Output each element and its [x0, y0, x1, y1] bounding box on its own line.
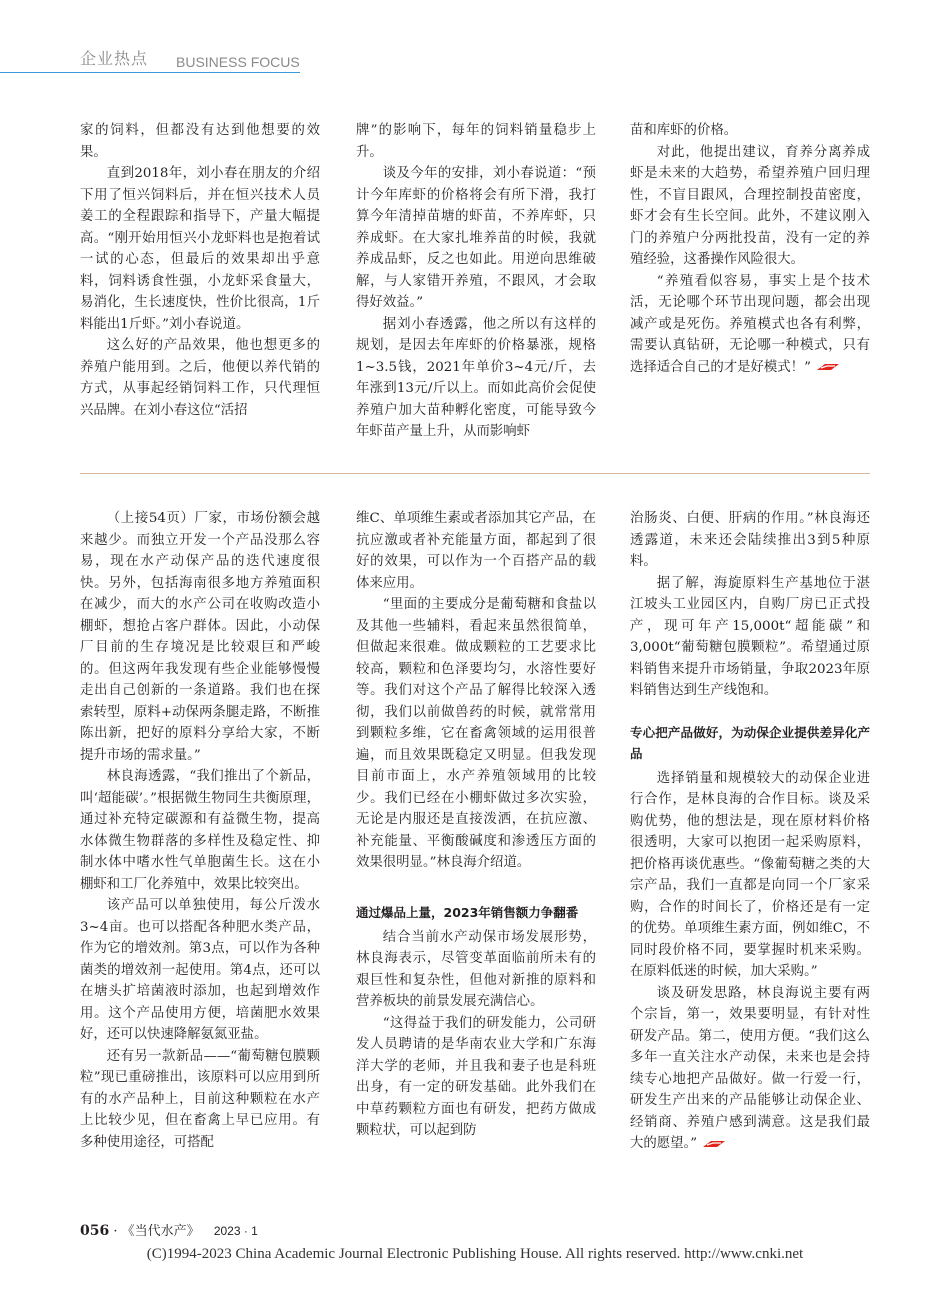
header-section-en: BUSINESS FOCUS [176, 54, 300, 70]
paragraph: 这么好的产品效果，他也想更多的养殖户能用到。之后，他便以养代销的方式，从事起经销饲料工作，只代理恒兴品牌。在刘小春这位“活招 [80, 338, 320, 418]
paragraph: 苗和库虾的价格。 [630, 123, 738, 138]
paragraph: 林良海透露，“我们推出了个新品，叫‘超能碳’。”根据微生物同生共衡原理，通过补充特定碳源和有益微生物，提高水体微生物群落的多样性及稳定性、抑制水体中嗜水性气单胞菌生长。这在小棚虾和工厂化养殖中，效果比较突出。 [80, 769, 320, 892]
top-column-1 [80, 120, 320, 421]
paragraph: 还有另一款新品——“葡萄糖包膜颗粒”现已重磅推出，该原料可以应用到所有的水产品种上，目前这种颗粒在水产上比较少见，但在畜禽上早已应用。有多种使用途径，可搭配 [80, 1048, 320, 1150]
issue-number: 2023 · 1 [213, 1224, 258, 1238]
paragraph: 据刘小春透露，他之所以有这样的规划，是因去年库虾的价格暴涨，规格1~3.5钱，2021年单价3~4元/斤，去年涨到13元/斤以上。而如此高价会促使养殖户加大苗种孵化密度，可能导致今年虾苗产量上升，从而影响虾 [356, 316, 596, 439]
end-mark-icon [815, 362, 841, 372]
paragraph: （上接54页）厂家，市场份额会越来越少。而独立开发一个产品没那么容易，现在水产动保产品的迭代速度很快。另外，包括海南很多地方养殖面积在减少，而大的水产公司在收购改造小棚虾，想抢占客户群体。因此，小动保厂目前的生存境况是比较艰巨和严峻的。但这两年我发现有些企业能够慢慢走出自己创新的一条道路。我们也在探索转型，原料+动保两条腿走路，不断推陈出新，把好的原料分享给大家，不断提升市场的需求量。” [80, 511, 320, 763]
bottom-column-3 [630, 508, 870, 1155]
paragraph: “里面的主要成分是葡萄糖和食盐以及其他一些辅料，看起来虽然很简单，但做起来很难。做成颗粒的工艺要求比较高，颗粒和色泽要均匀，水溶性要好等。我们对这个产品了解得比较深入透彻，我们以前做兽药的时候，就常常用到颗粒多维，它在畜禽领域的运用很普遍，而且效果既稳定又明显。但我发现目前市面上，水产养殖领域用的比较少。我们已经在小棚虾做过多次实验，无论是内服还是直接泼洒，在抗应激、补充能量、平衡酸碱度和渗透压方面的效果很明显。”林良海介绍道。 [356, 597, 596, 870]
header-rule [0, 72, 300, 73]
section-divider [80, 473, 870, 474]
end-mark-icon [701, 1139, 727, 1149]
subheading: 通过爆品上量，2023年销售额力争翻番 [356, 904, 579, 920]
top-column-3 [630, 120, 870, 378]
page-footer [80, 1220, 258, 1239]
paragraph [630, 271, 870, 379]
paragraph: “这得益于我们的研发能力，公司研发人员聘请的是华南农业大学和广东海洋大学的老师，并且我和妻子也是科班出身，有一定的研发基础。此外我们在中草药颗粒方面也有研发，把药方做成颗粒状，可以起到防 [356, 1015, 596, 1138]
copyright-notice: (C)1994-2023 China Academic Journal Electronic Publishing House. All rights reserved. http://www.cnki.net [146, 1246, 804, 1262]
bottom-column-2 [356, 508, 596, 1142]
paragraph: 对此，他提出建议，育养分离养成虾是未来的大趋势，希望养殖户回归理性，不盲目跟风，合理控制投苗密度，虾才会有生长空间。此外，不建议刚入门的养殖户分两批投苗，没有一定的养殖经验，这番操作风险很大。 [630, 144, 870, 267]
journal-name: 《当代水产》 [121, 1224, 200, 1239]
paragraph: 直到2018年，刘小春在朋友的介绍下用了恒兴饲料后，并在恒兴技术人员姜工的全程跟踪和指导下，产量大幅提高。“刚开始用恒兴小龙虾料也是抱着试一试的心态，但最后的效果却出乎意料，饲料诱食性强，小龙虾采食量大，易消化，生长速度快，性价比很高，1斤料能出1斤虾。”刘小春说道。 [80, 166, 320, 332]
paragraph [630, 983, 870, 1155]
bottom-column-1 [80, 508, 320, 1153]
paragraph: 牌”的影响下，每年的饲料销量稳步上升。 [356, 123, 596, 160]
paragraph: 家的饲料，但都没有达到他想要的效果。 [80, 123, 320, 160]
footer-dot: · [113, 1224, 118, 1239]
header-section-cn: 企业热点 [80, 49, 149, 68]
subheading: 专心把产品做好，为动保企业提供差异化产品 [630, 724, 870, 761]
paragraph: 该产品可以单独使用，每公斤泼水3~4亩。也可以搭配各种肥水类产品，作为它的增效剂。第3点，可以作为各种菌类的增效剂一起使用。第4点，还可以在塘头扩培菌液时添加，也起到增效作用。这个产品使用方便，培菌肥水效果好，还可以快速降解氨氮亚盐。 [80, 898, 320, 1042]
paragraph: 结合当前水产动保市场发展形势，林良海表示，尽管变革面临前所未有的艰巨性和复杂性，但他对新推的原料和营养板块的前景发展充满信心。 [356, 929, 596, 1009]
paragraph: 治肠炎、白便、肝病的作用。”林良海还透露道，未来还会陆续推出3到5种原料。 [630, 511, 870, 569]
paragraph: 维C、单项维生素或者添加其它产品，在抗应激或者补充能量方面，都起到了很好的效果，可以作为一个百搭产品的载体来应用。 [356, 511, 596, 591]
paragraph-text: 谈及研发思路，林良海说主要有两个宗旨，第一，效果要明显，有针对性研发产品。第二，使用方便。“我们这么多年一直关注水产动保，未来也是会持续专心地把产品做好。做一行爱一行，研发生产出来的产品能够让动保企业、经销商、养殖户感到满意。这是我们最大的愿望。” [630, 985, 870, 1151]
top-column-2 [356, 120, 596, 443]
page-number: 056 [80, 1223, 110, 1239]
paragraph-text: “养殖看似容易，事实上是个技术活，无论哪个环节出现问题，都会出现减产或是死伤。养殖模式也各有利弊，需要认真钻研，无论哪一种模式，只有选择适合自己的才是好模式！” [630, 273, 870, 375]
paragraph: 谈及今年的安排，刘小春说道：“预计今年库虾的价格将会有所下滑，我打算今年清掉苗塘的虾苗，不养库虾，只养成虾。在大家扎堆养苗的时候，我就养成品虾，反之也如此。用逆向思维破解，与人家错开养殖，不跟风，才会取得好效益。” [356, 166, 596, 310]
paragraph: 选择销量和规模较大的动保企业进行合作，是林良海的合作目标。谈及采购优势，他的想法是，现在原材料价格很透明，大家可以抱团一起采购原料，把价格再谈优惠些。“像葡萄糖之类的大宗产品，我们一直都是向同一个厂家采购，合作的时间长了，价格还是有一定的优势。单项维生素方面，例如维C，不同时段价格不同，要掌握时机来采购。在原料低迷的时候，加大采购。” [630, 770, 870, 979]
paragraph: 据了解，海旋原料生产基地位于湛江坡头工业园区内，自购厂房已正式投产，现可年产15,000t“超能碳”和3,000t“葡萄糖包膜颗粒”。希望通过原料销售来提升市场销量，争取2023年原料销售达到生产线饱和。 [630, 575, 870, 698]
